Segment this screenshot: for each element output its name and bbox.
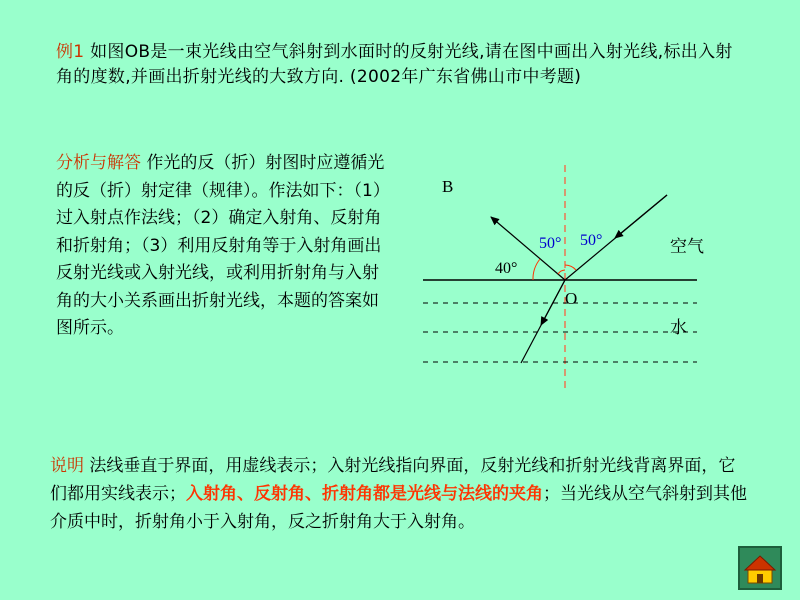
note-text-1: 法线垂直于界面，用虚线表示；入射光线指向界面，反射光线和折射光线背离界面，它们都用实线表示； xyxy=(50,456,736,504)
refraction-diagram xyxy=(415,160,715,390)
problem-statement xyxy=(56,40,746,90)
angle-arc-50-right xyxy=(565,265,576,270)
note-highlight: 入射角、反射角、折射角都是光线与法线的夹角 xyxy=(186,484,543,504)
label-air: 空气 xyxy=(670,237,704,257)
problem-label: 例1 xyxy=(56,42,85,62)
label-angle-50-left: 50° xyxy=(539,235,562,252)
note-label: 说明 xyxy=(50,456,84,476)
note-text-2: ；当光线从空气斜射到其他介质中时，折射角小于入射角，反之折射角大于入射角。 xyxy=(50,484,747,532)
problem-text: 如图OB是一束光线由空气斜射到水面时的反射光线,请在图中画出入射光线,标出入射角的度数,并画出折射光线的大致方向. (2002年广东省佛山市中考题) xyxy=(56,42,733,87)
label-angle-50-right: 50° xyxy=(580,232,603,249)
label-water: 水 xyxy=(670,318,687,338)
analysis-text: 作光的反（折）射图时应遵循光的反（折）射定律（规律）。作法如下：（1）过入射点作法线；（2）确定入射角、反射角和折射角；（3）利用反射角等于入射角画出反射光线或入射光线，或利用折射角与入射角的大小关系画出折射光线，本题的答案如图所示。 xyxy=(56,153,385,338)
note-section xyxy=(50,452,750,536)
label-o: O xyxy=(565,289,578,308)
analysis-label: 分析与解答 xyxy=(56,153,141,173)
analysis-section xyxy=(56,150,386,343)
home-button[interactable] xyxy=(738,546,782,590)
label-angle-40: 40° xyxy=(495,260,518,277)
angle-arc-50-left xyxy=(558,270,565,274)
home-icon xyxy=(740,548,780,588)
angle-arc-40 xyxy=(533,259,540,280)
label-b: B xyxy=(442,177,454,196)
incident-arrow xyxy=(615,195,667,238)
